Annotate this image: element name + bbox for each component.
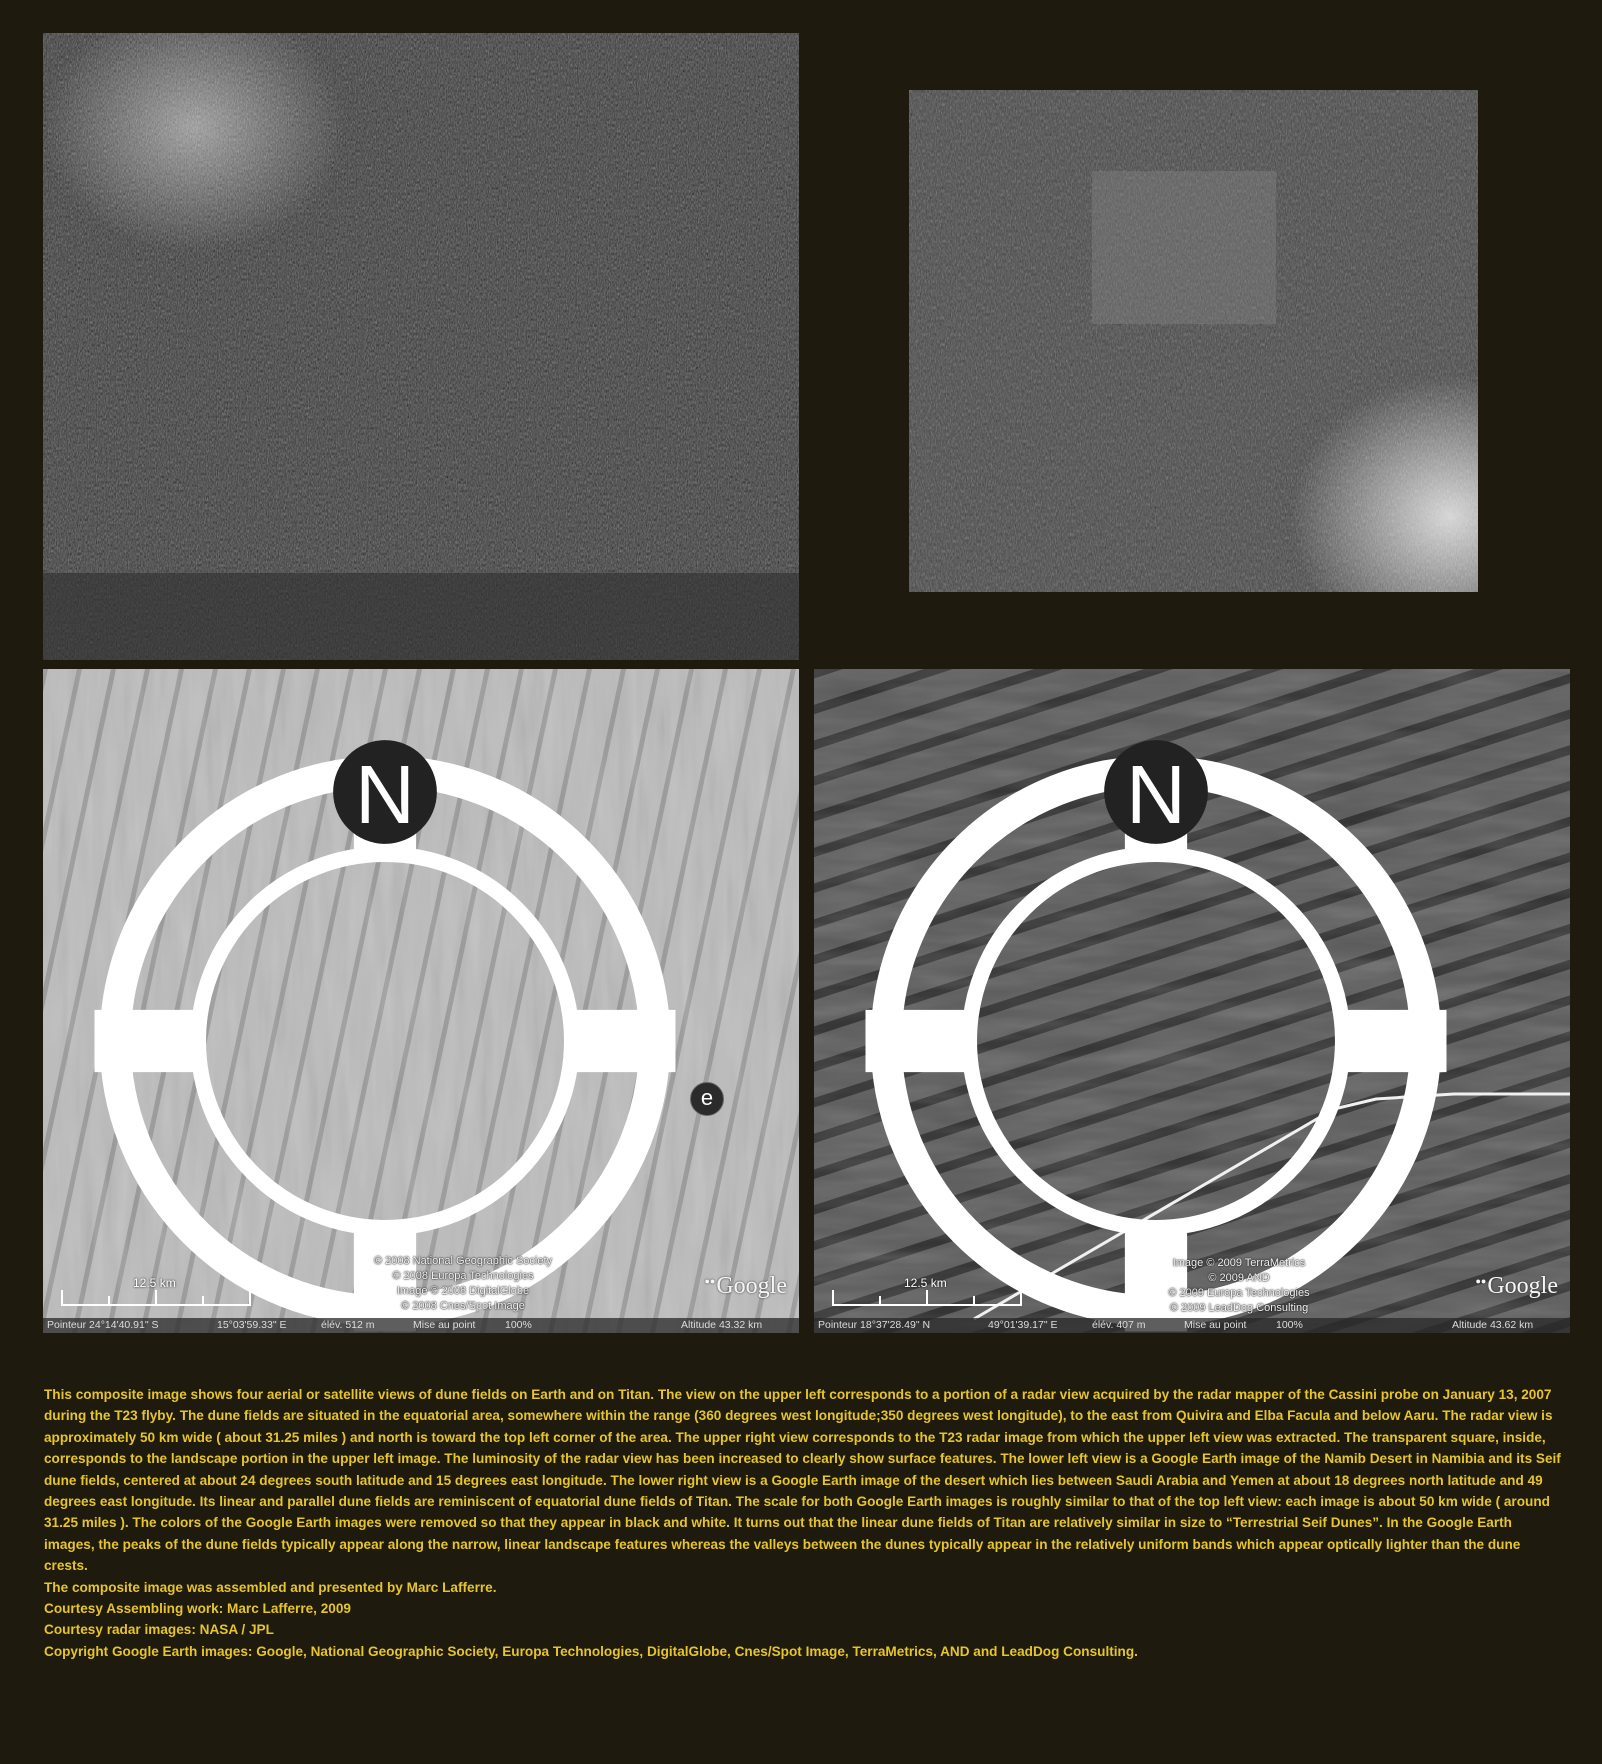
pointer-latitude: Pointeur 18°37'28.49" N: [818, 1319, 931, 1331]
compass-icon[interactable]: [814, 709, 1534, 1333]
credit-line: Image © 2009 TerraMetrics: [1172, 1257, 1306, 1269]
scale-bar: [61, 1276, 251, 1306]
streaming-label: Mise au point: [1184, 1319, 1247, 1331]
streaming-percent: 100%: [505, 1319, 532, 1331]
namib-desert-image: [43, 669, 799, 1333]
pointer-latitude: Pointeur 24°14'40.91" S: [47, 1319, 159, 1331]
arabia-yemen-desert-image: [814, 669, 1570, 1333]
place-marker-icon[interactable]: e: [690, 1082, 724, 1116]
caption-main: This composite image shows four aerial or satellite views of dune fields on Earth and on Titan. The view on the upper left corresponds to a portion of a radar view acquired by the radar mapper of the Cassini probe on January 13, 2007 during the T23 flyby. The dune fields are situated in the equatorial area, somewhere within the range (360 degrees west longitude;350 degrees west longitude), to the east from Quivira and Elba Facula and below Aaru. The radar view is approximately 50 km wide ( about 31.25 miles ) and north is toward the top left corner of the area. The upper right view corresponds to the T23 radar image from which the upper left view was extracted. The transparent square, inside, corresponds to the landscape portion in the upper left image. The luminosity of the radar view has been increased to clearly show surface features. The lower left view is a Google Earth image of the Namib Desert in Namibia and its Seif dune fields, centered at about 24 degrees south latitude and 15 degrees east longitude. The lower right view is a Google Earth image of the desert which lies between Saudi Arabia and Yemen at about 18 degrees north latitude and 49 degrees east longitude. Its linear and parallel dune fields are reminiscent of equatorial dune fields of Titan. The scale for both Google Earth images is roughly similar to that of the top left view: each image is about 50 km wide ( around 31.25 miles ). The colors of the Google Earth images were removed so that they appear in black and white. It turns out that the linear dune fields of Titan are relatively similar in size to “Terrestrial Seif Dunes”. In the Google Earth images, the peaks of the dune fields typically appear along the narrow, linear landscape features whereas the valleys between the dunes typically appear in the relatively uniform bands which appear optically lighter than the dune crests.: [44, 1387, 1561, 1574]
titan-radar-full-image: [909, 90, 1478, 592]
caption-copyright: Copyright Google Earth images: Google, National Geographic Society, Europa Technologies, DigitalGlobe, Cnes/Spot Image, TerraMetrics, AND and LeadDog Consulting.: [44, 1643, 1138, 1659]
radar-full-texture: [909, 90, 1478, 592]
scale-label: 12.5 km: [133, 1276, 176, 1290]
credit-line: © 2009 Europa Technologies: [1168, 1287, 1310, 1299]
credit-line: © 2008 National Geographic Society: [373, 1255, 553, 1267]
pointer-longitude: 49°01'39.17" E: [988, 1319, 1058, 1331]
compass-north-letter: N: [1126, 748, 1186, 842]
elevation: élév. 407 m: [1092, 1319, 1146, 1331]
altitude: Altitude 43.62 km: [1452, 1319, 1534, 1331]
caption-courtesy-assembling: Courtesy Assembling work: Marc Lafferre, 2009: [44, 1601, 351, 1617]
streaming-label: Mise au point: [413, 1319, 476, 1331]
credit-line: © 2009 LeadDog Consulting: [1169, 1302, 1309, 1314]
transparent-square-overlay: [1092, 171, 1276, 324]
status-bar: [43, 1318, 799, 1333]
namib-credits: [303, 1254, 623, 1314]
elevation: élév. 512 m: [321, 1319, 375, 1331]
streaming-percent: 100%: [1276, 1319, 1303, 1331]
credit-line: © 2008 Cnes/Spot Image: [401, 1300, 525, 1312]
google-logo: ●●Google: [1475, 1273, 1558, 1299]
scale-bar: [832, 1276, 1022, 1306]
titan-radar-crop-image: [43, 33, 799, 660]
credit-line: Image © 2008 DigitalGlobe: [396, 1285, 530, 1297]
credit-line: © 2009 AND: [1208, 1272, 1270, 1284]
compass-icon[interactable]: [43, 709, 763, 1333]
arabia-credits: [1084, 1256, 1394, 1316]
compass-north-letter: N: [355, 748, 415, 842]
altitude: Altitude 43.32 km: [681, 1319, 763, 1331]
credit-line: © 2008 Europa Technologies: [392, 1270, 534, 1282]
caption-assembled: The composite image was assembled and presented by Marc Lafferre.: [44, 1579, 497, 1595]
pointer-longitude: 15°03'59.33" E: [217, 1319, 287, 1331]
radar-crop-texture: [43, 33, 799, 660]
status-bar: [814, 1318, 1570, 1333]
caption: [44, 1384, 1564, 1662]
google-logo: ●●Google: [704, 1273, 787, 1299]
scale-label: 12.5 km: [904, 1276, 947, 1290]
caption-courtesy-radar: Courtesy radar images: NASA / JPL: [44, 1622, 274, 1638]
